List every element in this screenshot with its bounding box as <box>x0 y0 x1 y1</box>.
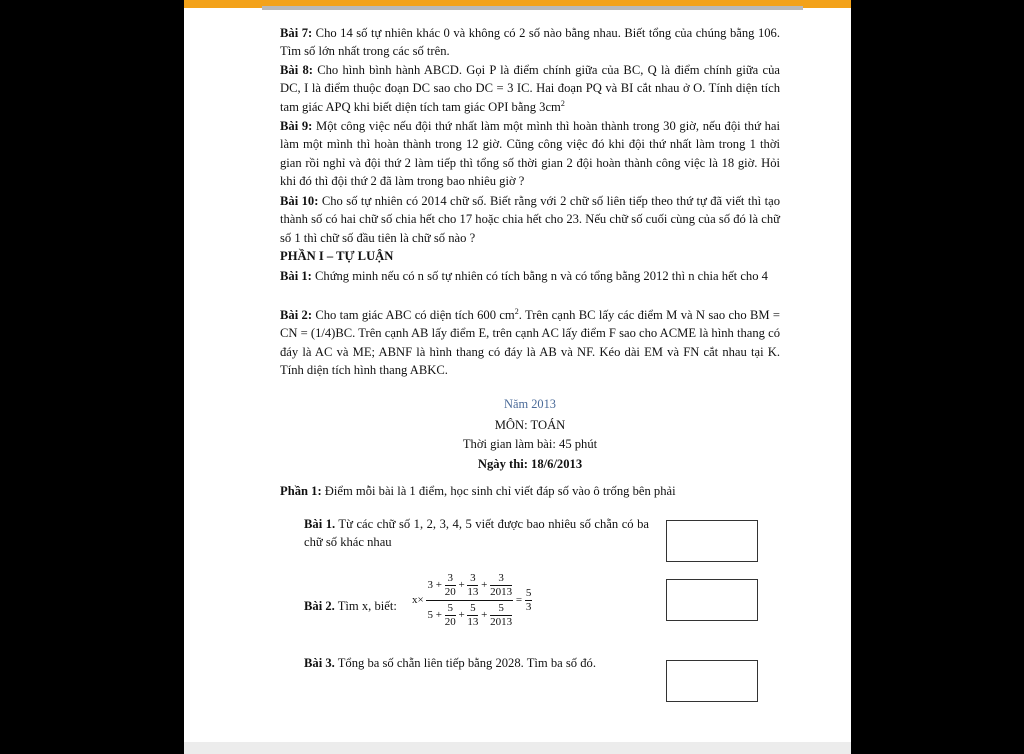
problem-9 <box>280 117 780 191</box>
frac-numerator: 5 <box>490 602 512 616</box>
frac-numerator: 5 <box>467 602 478 616</box>
problem-10 <box>280 192 780 247</box>
answer-box-1[interactable] <box>666 520 758 562</box>
fraction <box>445 602 456 629</box>
fraction <box>467 572 478 599</box>
frac-denominator: 2013 <box>490 586 513 598</box>
question-label: Bài 1. <box>304 517 336 531</box>
equals-sign: = <box>515 594 523 607</box>
frac-denominator: 20 <box>444 586 456 598</box>
problem-label: Bài 2: <box>280 308 313 322</box>
fraction <box>490 602 512 629</box>
superscript: 2 <box>560 98 565 108</box>
main-numerator <box>426 572 513 601</box>
question-label: Bài 2. <box>304 599 335 613</box>
frac-denominator: 13 <box>467 616 479 628</box>
exam-duration: Thời gian làm bài: 45 phút <box>462 437 598 451</box>
exam-subject: MÔN: TOÁN <box>494 418 566 432</box>
part-label: Phần 1: <box>280 484 322 498</box>
frac-denominator: 2013 <box>490 616 513 628</box>
problem-label: Bài 1: <box>280 269 312 283</box>
frac-numerator: 3 <box>445 572 456 586</box>
plus-sign: + <box>481 579 488 592</box>
question-2-prompt <box>304 597 397 615</box>
question-text: Tổng ba số chẵn liên tiếp bằng 2028. Tìm ba số đó. <box>334 656 596 670</box>
denominator-lead: 5 + <box>427 609 442 622</box>
problem-7 <box>280 24 780 61</box>
answer-box-3[interactable] <box>666 660 758 702</box>
question-2 <box>304 572 649 644</box>
frac-denominator: 20 <box>444 616 456 628</box>
frac-denominator: 3 <box>525 601 532 613</box>
main-fraction <box>426 572 513 629</box>
frac-numerator: 5 <box>525 587 532 599</box>
exam-year: Năm 2013 <box>504 397 556 411</box>
numerator-lead: 3 + <box>427 579 442 592</box>
document-page <box>280 14 780 742</box>
fraction <box>445 572 456 599</box>
problem-label: Bài 10: <box>280 194 319 208</box>
problem-text: Cho số tự nhiên có 2014 chữ số. Biết rằng với 2 chữ số liên tiếp theo thứ tự đã viết thì tạo thành số có hai chữ số chia hết cho 17 hoặc chia hết cho 23. Nếu chữ số cuối cùng của số đó là chữ số 1 thì chữ số đầu tiên là chữ số nào ? <box>280 194 780 245</box>
question-text: Tìm x, biết: <box>334 599 397 613</box>
problem-text: Cho tam giác ABC có diện tích 600 cm <box>312 308 515 322</box>
frac-denominator: 13 <box>467 586 479 598</box>
problem-text: Cho 14 số tự nhiên khác 0 và không có 2 số nào bằng nhau. Biết tổng của chúng bằng 106. Tìm số lớn nhất trong các số trên. <box>280 26 780 59</box>
bottom-bar <box>184 742 851 754</box>
question-label: Bài 3. <box>304 656 335 670</box>
essay-problem-2 <box>280 306 780 380</box>
x-variable: x× <box>412 594 424 607</box>
equation <box>412 572 532 629</box>
problem-text: . Trên cạnh BC lấy các điểm M và N sao cho BM = CN = (1/4)BC. Trên cạnh AB lấy điểm E, trên cạnh AC lấy điểm F sao cho ACME là hình thang có đáy là AC và ME; ABNF là hình thang có đáy là AB và NF. Kéo dài EM và FN cắt nhau tại K. Tính diện tích hình thang ABKC. <box>280 308 780 378</box>
rhs-fraction <box>525 587 533 614</box>
main-denominator <box>426 601 513 629</box>
question-1 <box>304 515 649 552</box>
toolbar-divider <box>262 6 803 10</box>
essay-problem-1 <box>280 267 780 285</box>
problem-text: Cho hình bình hành ABCD. Gọi P là điểm chính giữa của BC, Q là điểm chính giữa của DC, I là điểm thuộc đoạn DC sao cho DC = 3 IC. Hai đoạn PQ và BI cắt nhau ở O. Tính diện tích tam giác APQ khi biết diện tích tam giác OPI bằng 3cm <box>280 63 780 114</box>
question-3 <box>304 654 649 672</box>
problem-label: Bài 9: <box>280 119 313 133</box>
section-heading: PHẦN I – TỰ LUẬN <box>280 249 394 263</box>
frac-numerator: 3 <box>467 572 478 586</box>
problem-8 <box>280 61 780 116</box>
frac-numerator: 3 <box>490 572 512 586</box>
part-1-instructions <box>280 482 780 500</box>
frac-numerator: 5 <box>445 602 456 616</box>
part-text: Điểm mỗi bài là 1 điểm, học sinh chỉ viết đáp số vào ô trống bên phải <box>321 484 676 498</box>
exam-date: Ngày thi: 18/6/2013 <box>477 457 583 471</box>
problem-label: Bài 8: <box>280 63 313 77</box>
fraction <box>490 572 512 599</box>
plus-sign: + <box>458 609 465 622</box>
superscript: 2 <box>514 306 519 316</box>
question-text: Từ các chữ số 1, 2, 3, 4, 5 viết được bao nhiêu số chẵn có ba chữ số khác nhau <box>304 517 649 550</box>
plus-sign: + <box>481 609 488 622</box>
answer-box-2[interactable] <box>666 579 758 621</box>
document-viewer <box>184 0 851 754</box>
plus-sign: + <box>458 579 465 592</box>
fraction <box>467 602 478 629</box>
problem-label: Bài 7: <box>280 26 313 40</box>
problem-text: Một công việc nếu đội thứ nhất làm một mình thì hoàn thành trong 30 giờ, nếu đội thứ hai làm một mình thì hoàn thành trong 12 giờ. Cũng công việc đó khi đội thứ nhất làm trong 1 thời gian rồi nghỉ và đội thứ 2 làm tiếp thì tổng số thời gian 2 đội hoàn thành công việc là 18 giờ. Hỏi khi đó thì đội thứ 2 đã làm trong bao nhiêu giờ ? <box>280 119 780 189</box>
problem-text: Chứng minh nếu có n số tự nhiên có tích bằng n và có tổng bằng 2012 thì n chia hết cho 4 <box>311 269 768 283</box>
